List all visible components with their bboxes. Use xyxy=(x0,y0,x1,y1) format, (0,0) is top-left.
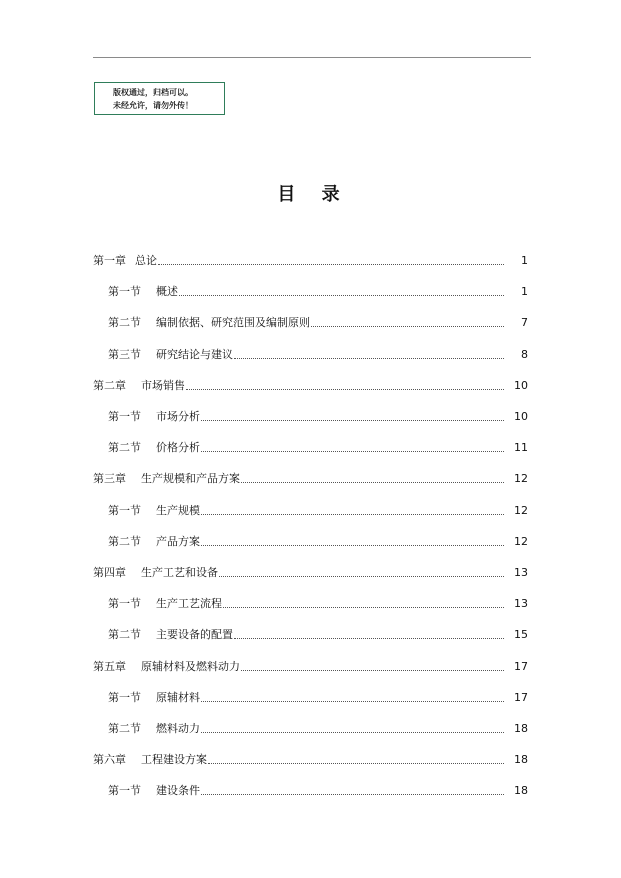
dot-leader xyxy=(186,389,504,390)
toc-entry[interactable] xyxy=(108,439,528,455)
copyright-stamp xyxy=(94,82,225,115)
toc-entry-number: 第四章 xyxy=(93,566,126,579)
toc-entry-number: 第三节 xyxy=(108,347,141,361)
toc-entry-page: 1 xyxy=(521,254,528,267)
toc-entry-number: 第一章 xyxy=(93,254,126,267)
dot-leader xyxy=(241,482,504,483)
toc-entry-number: 第二节 xyxy=(108,534,141,548)
toc-entry-page: 12 xyxy=(514,534,528,548)
toc-entry-number: 第一节 xyxy=(108,784,141,798)
toc-entry-title: 燃料动力 xyxy=(156,722,200,735)
stamp-line-2: 未经允许，请勿外传！ xyxy=(113,101,193,110)
dot-leader xyxy=(208,763,504,764)
dot-leader xyxy=(241,670,504,671)
toc-entry-title: 生产规模 xyxy=(156,503,200,517)
toc-entry[interactable] xyxy=(93,252,528,268)
toc-entry-page: 18 xyxy=(514,753,528,767)
toc-entry-title: 市场销售 xyxy=(141,378,185,392)
toc-entry-number: 第六章 xyxy=(93,753,126,767)
toc-entry-number: 第一节 xyxy=(108,285,141,299)
dot-leader xyxy=(201,794,504,795)
toc-entry-title: 产品方案 xyxy=(156,534,200,548)
toc-entry-title: 建设条件 xyxy=(156,784,200,798)
toc-entry-title: 原辅材料 xyxy=(156,690,200,704)
toc-entry-number: 第二节 xyxy=(108,316,141,330)
toc-entry-page: 18 xyxy=(514,722,528,735)
toc-entry[interactable] xyxy=(108,408,528,424)
toc-entry-title: 主要设备的配置 xyxy=(156,628,233,642)
dot-leader xyxy=(201,420,504,421)
toc-entry-title: 市场分析 xyxy=(156,410,200,423)
toc-entry[interactable] xyxy=(108,689,528,705)
toc-entry[interactable] xyxy=(108,502,528,518)
toc-entry-title: 编制依据、研究范围及编制原则 xyxy=(156,316,310,330)
page-title: 目 录 xyxy=(277,184,350,205)
toc-entry-page: 15 xyxy=(514,628,528,642)
toc-entry-page: 17 xyxy=(514,690,528,704)
toc-entry-page: 12 xyxy=(514,472,528,486)
toc-entry[interactable] xyxy=(108,720,528,736)
toc-entry-title: 生产规模和产品方案 xyxy=(141,472,240,486)
toc-entry-number: 第一节 xyxy=(108,597,141,611)
toc-entry-number: 第一节 xyxy=(108,690,141,704)
dot-leader xyxy=(234,638,504,639)
toc-entry[interactable] xyxy=(108,283,528,299)
toc-entry-title: 工程建设方案 xyxy=(141,753,207,767)
toc-entry[interactable] xyxy=(93,751,528,767)
toc-entry-title: 原辅材料及燃料动力 xyxy=(141,659,240,673)
toc-entry-page: 13 xyxy=(514,597,528,611)
toc-entry-number: 第一节 xyxy=(108,503,141,517)
toc-entry-number: 第五章 xyxy=(93,659,126,673)
toc-entry[interactable] xyxy=(108,314,528,330)
dot-leader xyxy=(201,732,504,733)
toc-entry-number: 第三章 xyxy=(93,472,126,486)
dot-leader xyxy=(201,451,504,452)
toc-entry-page: 10 xyxy=(514,410,528,423)
toc-entry-page: 17 xyxy=(514,659,528,673)
header-rule xyxy=(93,57,531,58)
toc-entry-title: 价格分析 xyxy=(156,441,200,455)
dot-leader xyxy=(223,607,504,608)
toc-entry[interactable] xyxy=(93,377,528,393)
dot-leader xyxy=(158,264,504,265)
toc-entry[interactable] xyxy=(93,564,528,580)
dot-leader xyxy=(201,545,504,546)
toc-entry-title: 生产工艺流程 xyxy=(156,597,222,611)
toc-entry[interactable] xyxy=(108,595,528,611)
dot-leader xyxy=(234,358,504,359)
toc-entry-title: 总论 xyxy=(135,254,157,267)
toc-entry-page: 13 xyxy=(514,566,528,579)
toc-entry[interactable] xyxy=(108,626,528,642)
toc-entry-page: 18 xyxy=(514,784,528,798)
toc-entry-page: 11 xyxy=(514,441,528,455)
dot-leader xyxy=(311,326,504,327)
toc-entry-number: 第二节 xyxy=(108,722,141,735)
toc-entry-page: 8 xyxy=(521,347,528,361)
toc-entry-page: 7 xyxy=(521,316,528,330)
toc-entry[interactable] xyxy=(93,470,528,486)
toc-entry-page: 12 xyxy=(514,503,528,517)
toc-entry-number: 第二节 xyxy=(108,441,141,455)
dot-leader xyxy=(219,576,504,577)
stamp-line-1: 版权通过，归档可以。 xyxy=(113,88,193,97)
toc-entry[interactable] xyxy=(108,533,528,549)
toc-entry-page: 10 xyxy=(514,378,528,392)
toc-entry[interactable] xyxy=(93,658,528,674)
toc-entry-number: 第二节 xyxy=(108,628,141,642)
dot-leader xyxy=(201,514,504,515)
dot-leader xyxy=(201,701,504,702)
toc-entry[interactable] xyxy=(108,346,528,362)
toc-entry-page: 1 xyxy=(521,285,528,299)
dot-leader xyxy=(179,295,504,296)
toc-entry[interactable] xyxy=(108,782,528,798)
toc-entry-number: 第二章 xyxy=(93,378,126,392)
toc-entry-title: 生产工艺和设备 xyxy=(141,566,218,579)
toc-entry-title: 研究结论与建议 xyxy=(156,347,233,361)
toc-entry-number: 第一节 xyxy=(108,410,141,423)
toc-entry-title: 概述 xyxy=(156,285,178,299)
